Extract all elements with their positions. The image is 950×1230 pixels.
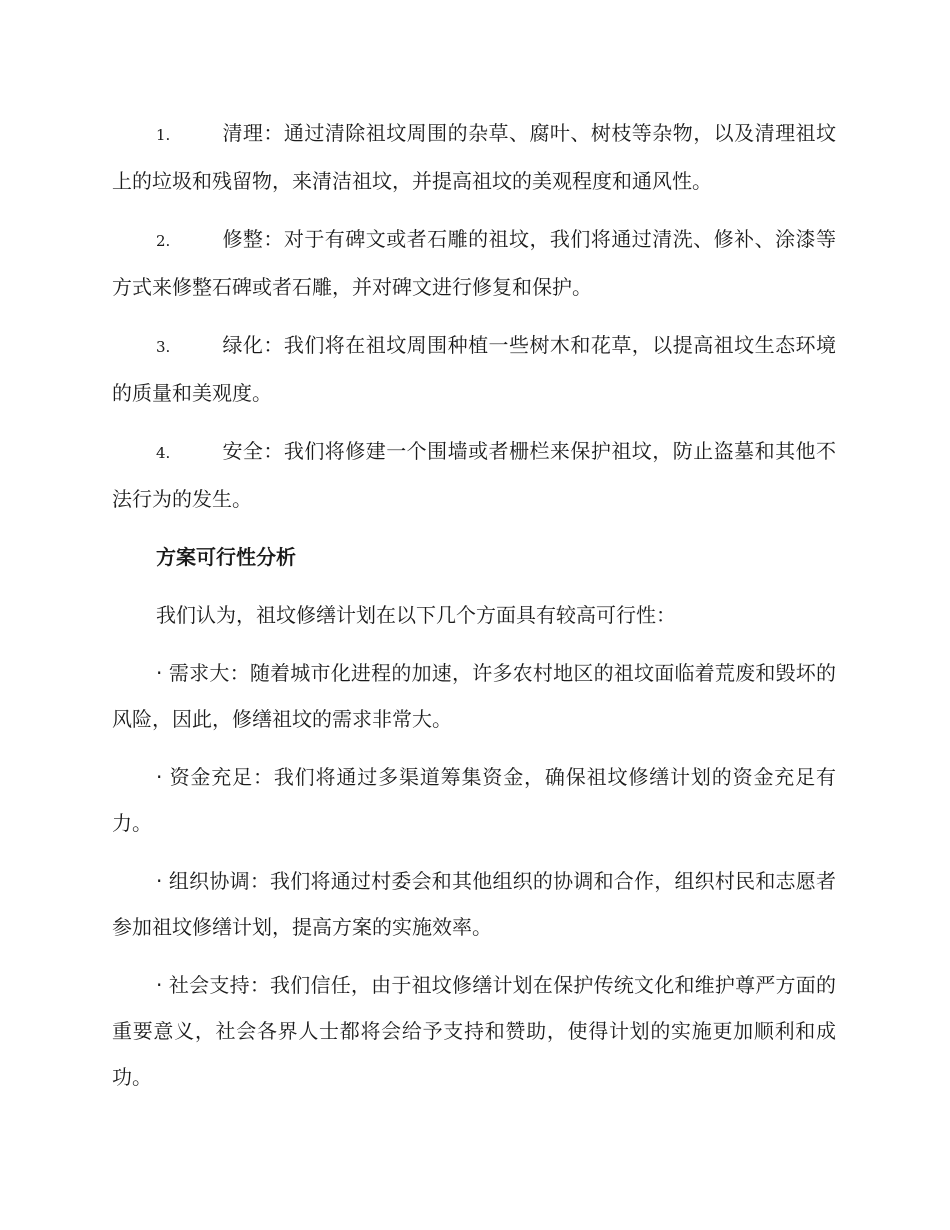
numbered-item xyxy=(112,110,836,204)
bullet-item: · 社会支持：我们信任，由于祖坟修缮计划在保护传统文化和维护尊严方面的重要意义，社会各界人士都将会给予支持和赞助，使得计划的实施更加顺利和成功。 xyxy=(112,973,836,1089)
numbered-item xyxy=(112,216,836,310)
item-number: 1. xyxy=(156,126,171,144)
intro-paragraph: 我们认为，祖坟修缮计划在以下几个方面具有较高可行性： xyxy=(156,603,676,627)
section-heading: 方案可行性分析 xyxy=(156,545,296,569)
numbered-item xyxy=(112,322,836,416)
item-number: 3. xyxy=(156,338,171,356)
item-number: 4. xyxy=(156,444,171,462)
document-body xyxy=(112,110,836,1112)
item-text: 清理：通过清除祖坟周围的杂草、腐叶、树枝等杂物，以及清理祖坟上的垃圾和残留物，来清洁祖坟，并提高祖坟的美观程度和通风性。 xyxy=(112,121,836,193)
bullet-item: · 资金充足：我们将通过多渠道筹集资金，确保祖坟修缮计划的资金充足有力。 xyxy=(112,765,836,835)
item-number: 2. xyxy=(156,232,171,250)
bullet-item: · 组织协调：我们将通过村委会和其他组织的协调和合作，组织村民和志愿者参加祖坟修缮计划，提高方案的实施效率。 xyxy=(112,869,836,939)
item-text: 绿化：我们将在祖坟周围种植一些树木和花草，以提高祖坟生态环境的质量和美观度。 xyxy=(112,333,836,405)
numbered-item xyxy=(112,428,836,522)
item-text: 安全：我们将修建一个围墙或者栅栏来保护祖坟，防止盗墓和其他不法行为的发生。 xyxy=(112,439,836,511)
bullet-item: · 需求大：随着城市化进程的加速，许多农村地区的祖坟面临着荒废和毁坏的风险，因此，修缮祖坟的需求非常大。 xyxy=(112,661,836,731)
item-text: 修整：对于有碑文或者石雕的祖坟，我们将通过清洗、修补、涂漆等方式来修整石碑或者石雕，并对碑文进行修复和保护。 xyxy=(112,227,836,299)
